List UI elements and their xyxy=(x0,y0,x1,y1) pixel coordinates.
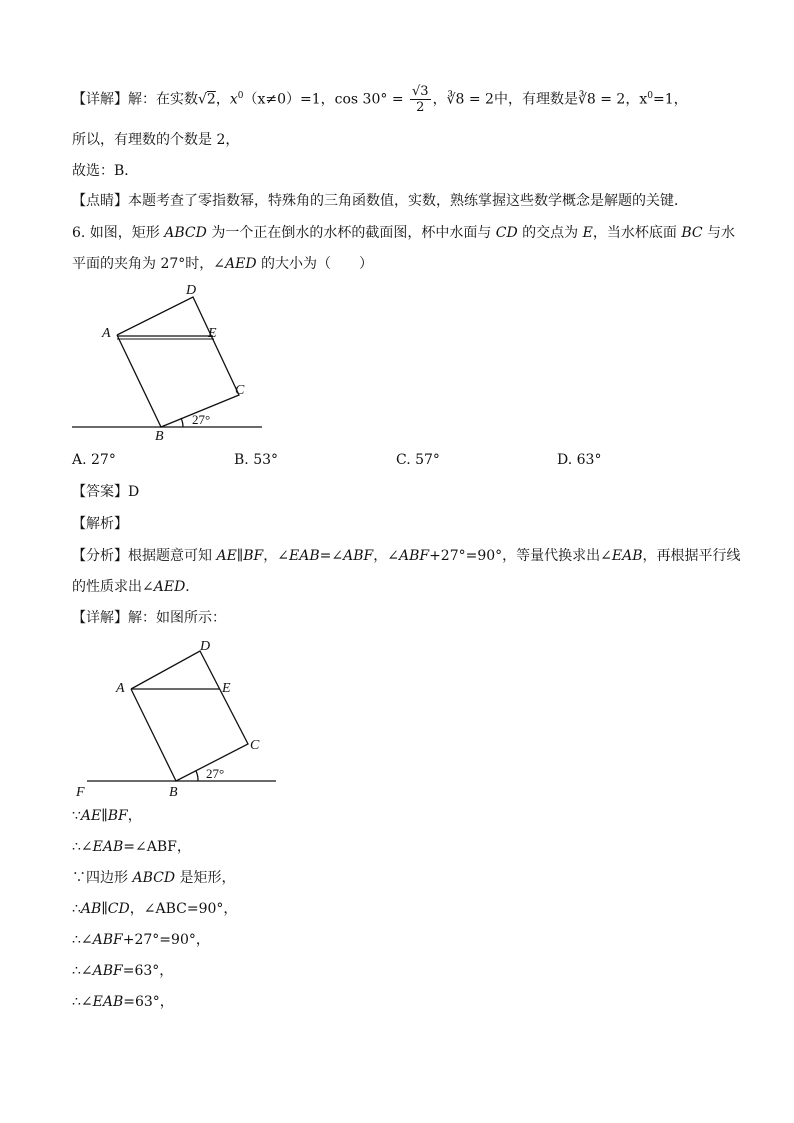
answer-tag: 【答案】 xyxy=(72,484,128,500)
option-c: C. 57° xyxy=(396,452,440,468)
proof-step: ∴∠ABF=63°， xyxy=(72,963,174,979)
detail-line-1: 【详解】解：在实数√2，$x^0(x\ne 0)=1$，cos 30° = $\frac{√3}{2}$ ，∛8 = 2中，有理数是∛8 = 2，$x^0=1$， xyxy=(72,84,688,115)
analysis-line-2: 的性质求出∠AED． xyxy=(72,579,200,595)
fig1-rectangle xyxy=(117,297,239,427)
proof-step: ∴∠EAB=63°， xyxy=(72,994,174,1010)
fig1-label-e: E xyxy=(208,326,217,341)
proof-step: ∴∠EAB=∠ABF， xyxy=(72,839,191,855)
fig1-label-b: B xyxy=(155,429,164,444)
question-6-line-2: 平面的夹角为 27°时，∠AED 的大小为（ ） xyxy=(72,256,374,272)
fraction: $\frac{√3}{2}$ xyxy=(412,84,429,115)
fig2-angle-arc xyxy=(196,771,198,781)
analysis-line-1: 【分析】根据题意可知 AE∥BF，∠EAB=∠ABF，∠ABF+27°=90°，等量代换求出∠EAB，再根据平行线 xyxy=(72,548,741,564)
option-d: D. 63° xyxy=(557,452,602,468)
fig2-rectangle xyxy=(131,651,248,781)
option-b: B. 53° xyxy=(234,452,279,468)
fig2-label-b: B xyxy=(169,785,178,800)
option-a: A. 27° xyxy=(72,452,116,468)
proof-step: ∴∠ABF+27°=90°， xyxy=(72,932,210,948)
fig2-angle-label: 27° xyxy=(206,766,225,781)
question-6-line-1: 6. 如图，矩形 ABCD 为一个正在倒水的水杯的截面图，杯中水面与 CD 的交点为 E，当水杯底面 BC 与水 xyxy=(72,225,736,241)
proof-step: ∵四边形 ABCD 是矩形， xyxy=(72,870,236,886)
detail-tag: 【详解】 xyxy=(72,91,128,108)
remark-tag: 【点睛】 xyxy=(72,193,128,209)
text-line: 所以，有理数的个数是 2， xyxy=(72,132,240,148)
answer-line xyxy=(72,482,139,502)
detail-line-2: 【详解】解：如图所示： xyxy=(72,610,226,626)
fig2-label-e: E xyxy=(222,681,231,696)
analysis-tag-line: 【解析】 xyxy=(72,516,128,532)
fig1-label-a: A xyxy=(102,326,111,341)
fig2-label-c: C xyxy=(250,738,260,753)
fig1-label-c: C xyxy=(235,383,245,398)
fig2-label-d: D xyxy=(200,639,211,654)
text-line: 故选：B． xyxy=(72,163,139,179)
proof-step: ∵AE∥BF， xyxy=(72,808,142,824)
fig1-label-d: D xyxy=(186,283,197,298)
fig1-angle-label: 27° xyxy=(192,412,211,427)
fig2-label-a: A xyxy=(116,681,125,696)
fig1-angle-arc xyxy=(181,418,183,427)
answer-value: D xyxy=(128,484,140,500)
proof-step: ∴AB∥CD，∠ABC=90°， xyxy=(72,901,238,917)
fig2-label-f: F xyxy=(76,785,85,800)
remark-line: 【点睛】本题考查了零指数幂，特殊角的三角函数值，实数，熟练掌握这些数学概念是解题的关键． xyxy=(72,193,688,209)
